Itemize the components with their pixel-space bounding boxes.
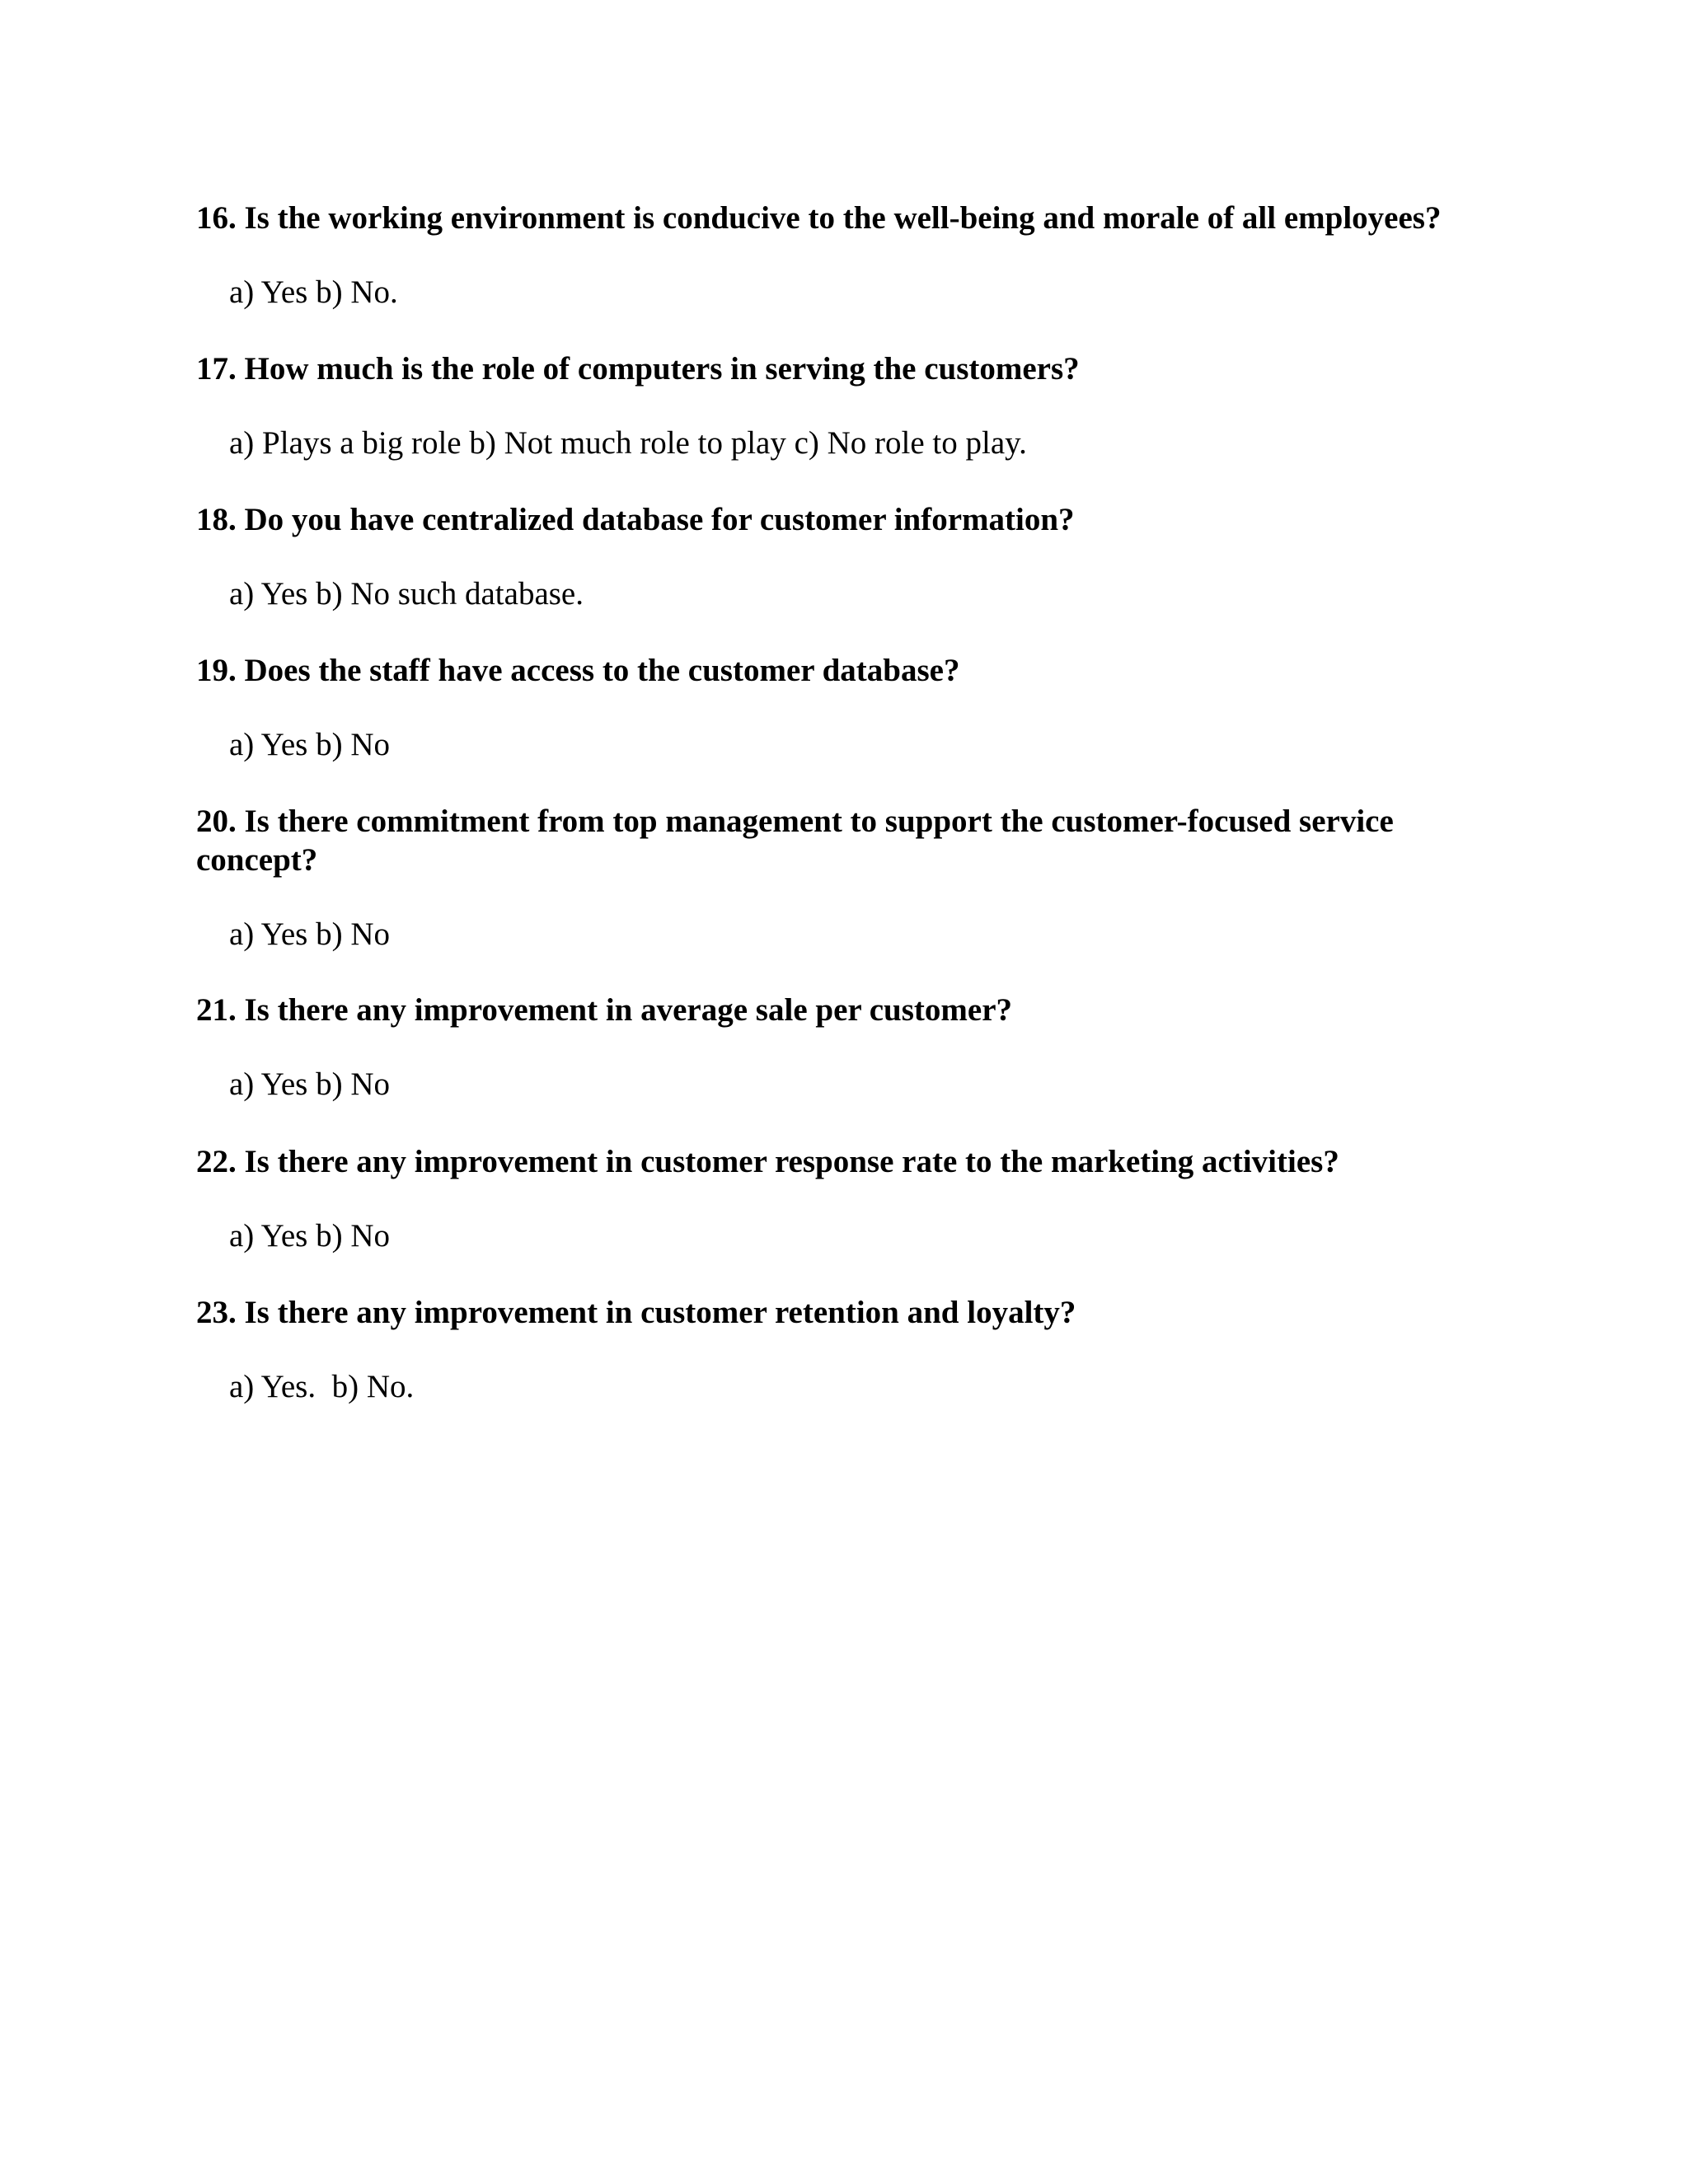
question-18: 18. Do you have centralized database for customer information? (196, 502, 1075, 537)
answer-23: a) Yes. b) No. (229, 1369, 415, 1404)
question-23: 23. Is there any improvement in customer retention and loyalty? (196, 1295, 1076, 1330)
answer-18: a) Yes b) No such database. (229, 576, 584, 612)
answer-19: a) Yes b) No (229, 727, 390, 762)
question-21: 21. Is there any improvement in average sale per customer? (196, 992, 1013, 1028)
answer-17: a) Plays a big role b) Not much role to play c) No role to play. (229, 425, 1027, 461)
answer-21: a) Yes b) No (229, 1066, 390, 1102)
answer-20: a) Yes b) No (229, 916, 390, 952)
question-16: 16. Is the working environment is conducive to the well-being and morale of all employees? (196, 200, 1442, 236)
answer-22: a) Yes b) No (229, 1218, 390, 1254)
question-20: 20. Is there commitment from top management to support the customer-focused service concept? (196, 804, 1394, 878)
question-22: 22. Is there any improvement in customer response rate to the marketing activities? (196, 1144, 1339, 1179)
answer-16: a) Yes b) No. (229, 274, 398, 310)
question-17: 17. How much is the role of computers in serving the customers? (196, 351, 1080, 387)
question-19: 19. Does the staff have access to the customer database? (196, 653, 960, 688)
